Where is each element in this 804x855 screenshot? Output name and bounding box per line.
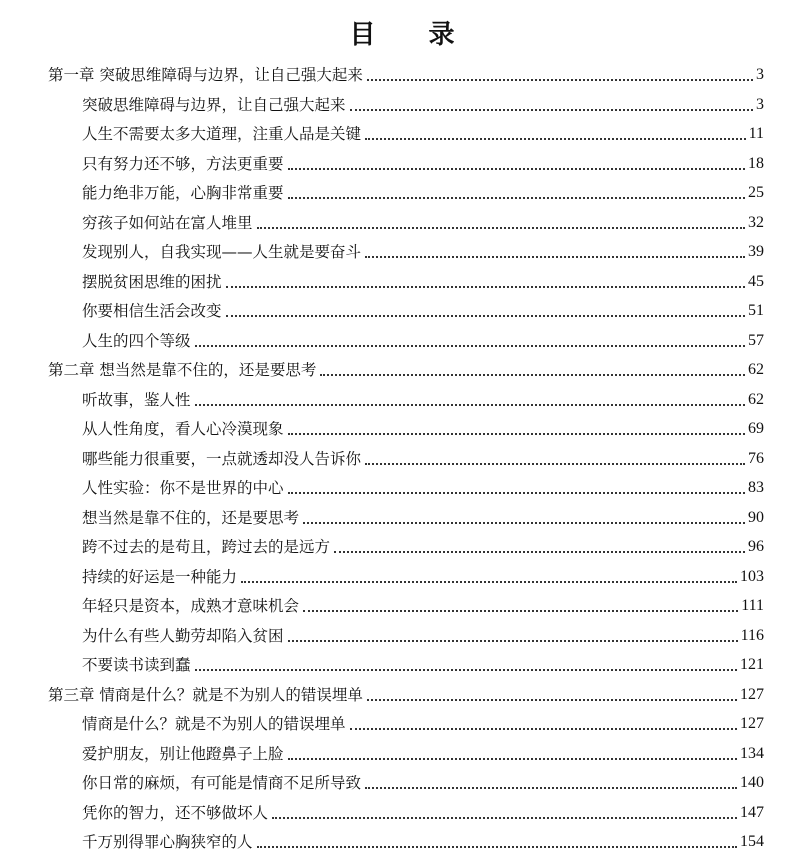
toc-section-entry[interactable] <box>82 176 764 206</box>
toc-entry-title: 跨不过去的是苟且，跨过去的是远方 <box>82 538 331 556</box>
toc-entry-title: 听故事，鉴人性 <box>82 390 191 409</box>
toc-page-number: 154 <box>740 833 764 850</box>
toc-entry-title: 你日常的麻烦，有可能是情商不足所导致 <box>82 774 362 792</box>
toc-dot-leader <box>195 345 745 347</box>
toc-entry-title: 情商是什么？就是不为别人的错误埋单 <box>82 715 346 733</box>
toc-dot-leader <box>303 522 745 524</box>
toc-dot-leader <box>241 581 737 583</box>
toc-dot-leader <box>272 817 737 819</box>
toc-chapter-entry[interactable] <box>48 353 764 383</box>
toc-page-number: 90 <box>748 508 764 526</box>
toc-dot-leader <box>365 138 746 140</box>
toc-entry-title: 爱护朋友，别让他蹬鼻子上脸 <box>82 744 284 763</box>
toc-section-entry[interactable] <box>82 501 764 531</box>
toc-page-number: 3 <box>756 95 764 113</box>
toc-dot-leader <box>320 374 745 376</box>
toc-entry-title: 不要读书读到蠢 <box>82 656 191 674</box>
toc-section-entry[interactable] <box>82 147 764 177</box>
toc-section-entry[interactable] <box>82 471 764 501</box>
toc-page-number: 76 <box>748 449 764 467</box>
toc-section-entry[interactable] <box>82 206 764 236</box>
toc-section-entry[interactable] <box>82 796 764 826</box>
toc-dot-leader <box>226 315 745 317</box>
toc-section-entry[interactable] <box>82 442 764 472</box>
toc-page-number: 127 <box>740 715 764 732</box>
toc-page-number: 69 <box>748 420 764 437</box>
toc-entry-title: 人性实验：你不是世界的中心 <box>82 479 284 497</box>
toc-entry-title: 想当然是靠不住的，还是要思考 <box>82 508 300 527</box>
toc-section-entry[interactable] <box>82 383 764 413</box>
toc-section-entry[interactable] <box>82 619 764 649</box>
toc-dot-leader <box>365 463 745 465</box>
toc-dot-leader <box>288 197 745 199</box>
toc-page-number: 51 <box>748 302 764 319</box>
toc-section-entry[interactable] <box>82 648 764 678</box>
toc-section-entry[interactable] <box>82 560 764 590</box>
toc-section-entry[interactable] <box>82 88 764 118</box>
toc-section-entry[interactable] <box>82 707 764 737</box>
toc-page-number: 25 <box>748 184 764 201</box>
toc-entry-title: 你要相信生活会改变 <box>82 302 222 320</box>
toc-page-number: 32 <box>748 213 764 231</box>
toc-section-entry[interactable] <box>82 265 764 295</box>
toc-page-number: 96 <box>748 538 764 555</box>
toc-entry-title: 发现别人，自我实现——人生就是要奋斗 <box>82 243 362 261</box>
toc-section-entry[interactable] <box>82 294 764 324</box>
toc-entry-title: 能力绝非万能，心胸非常重要 <box>82 184 284 202</box>
toc-dot-leader <box>257 227 745 229</box>
toc-dot-leader <box>367 699 737 701</box>
toc-section-entry[interactable] <box>82 589 764 619</box>
toc-page-number: 140 <box>740 774 764 791</box>
toc-section-entry[interactable] <box>82 117 764 147</box>
toc-entry-title: 持续的好运是一种能力 <box>82 567 238 586</box>
toc-entry-title: 年轻只是资本，成熟才意味机会 <box>82 597 300 615</box>
toc-entry-title: 为什么有些人勤劳却陷入贫困 <box>82 626 284 645</box>
toc-dot-leader <box>288 492 745 494</box>
toc-dot-leader <box>195 669 737 671</box>
toc-section-entry[interactable] <box>82 235 764 265</box>
toc-entry-title: 穷孩子如何站在富人堆里 <box>82 213 253 232</box>
toc-dot-leader <box>350 728 737 730</box>
toc-dot-leader <box>288 168 745 170</box>
toc-dot-leader <box>288 433 745 435</box>
toc-dot-leader <box>288 758 737 760</box>
toc-dot-leader <box>367 79 753 81</box>
toc-dot-leader <box>257 846 737 848</box>
toc-page-number: 147 <box>740 803 764 821</box>
toc-page-number: 3 <box>756 66 764 83</box>
toc-entry-title: 第一章 突破思维障碍与边界，让自己强大起来 <box>48 66 363 84</box>
toc-page-number: 103 <box>740 567 764 585</box>
toc-chapter-entry[interactable] <box>48 58 764 88</box>
toc-entry-title: 千万别得罪心胸狭窄的人 <box>82 833 253 851</box>
toc-section-entry[interactable] <box>82 766 764 796</box>
toc-dot-leader <box>226 286 745 288</box>
toc-entry-title: 突破思维障碍与边界，让自己强大起来 <box>82 95 346 114</box>
toc-page-number: 18 <box>748 154 764 172</box>
toc-page-number: 11 <box>748 125 764 142</box>
toc-section-entry[interactable] <box>82 825 764 855</box>
toc-page-number: 45 <box>748 272 764 290</box>
toc-page-number: 57 <box>748 331 764 349</box>
toc-dot-leader <box>288 640 738 642</box>
toc-dot-leader <box>303 610 738 612</box>
toc-page-number: 62 <box>748 390 764 408</box>
toc-page-number: 121 <box>740 656 764 673</box>
toc-entry-title: 人生不需要太多大道理，注重人品是关键 <box>82 125 362 143</box>
toc-dot-leader <box>365 787 737 789</box>
toc-page-number: 39 <box>748 243 764 260</box>
toc-entry-title: 第三章 情商是什么？就是不为别人的错误埋单 <box>48 685 363 704</box>
toc-entry-title: 摆脱贫困思维的困扰 <box>82 272 222 291</box>
toc-dot-leader <box>334 551 745 553</box>
toc-title: 目 录 <box>349 20 477 50</box>
toc-entry-title: 凭你的智力，还不够做坏人 <box>82 803 269 822</box>
toc-page-number: 116 <box>740 626 764 644</box>
toc-dot-leader <box>365 256 745 258</box>
toc-page-number: 62 <box>748 361 764 378</box>
toc-chapter-entry[interactable] <box>48 678 764 708</box>
toc-section-entry[interactable] <box>82 324 764 354</box>
toc-section-entry[interactable] <box>82 737 764 767</box>
toc-entry-title: 哪些能力很重要，一点就透却没人告诉你 <box>82 449 362 468</box>
toc-page-number: 127 <box>740 685 764 703</box>
toc-entry-title: 从人性角度，看人心冷漠现象 <box>82 420 284 438</box>
toc-entry-title: 第二章 想当然是靠不住的，还是要思考 <box>48 361 317 379</box>
toc-entry-title: 只有努力还不够，方法更重要 <box>82 154 284 173</box>
toc-page-number: 134 <box>740 744 764 762</box>
toc-dot-leader <box>350 109 753 111</box>
toc-dot-leader <box>195 404 745 406</box>
toc-page-number: 83 <box>748 479 764 496</box>
toc-section-entry[interactable] <box>82 412 764 442</box>
toc-page-number: 111 <box>741 597 764 614</box>
toc-entry-title: 人生的四个等级 <box>82 331 191 350</box>
toc-section-entry[interactable] <box>82 530 764 560</box>
